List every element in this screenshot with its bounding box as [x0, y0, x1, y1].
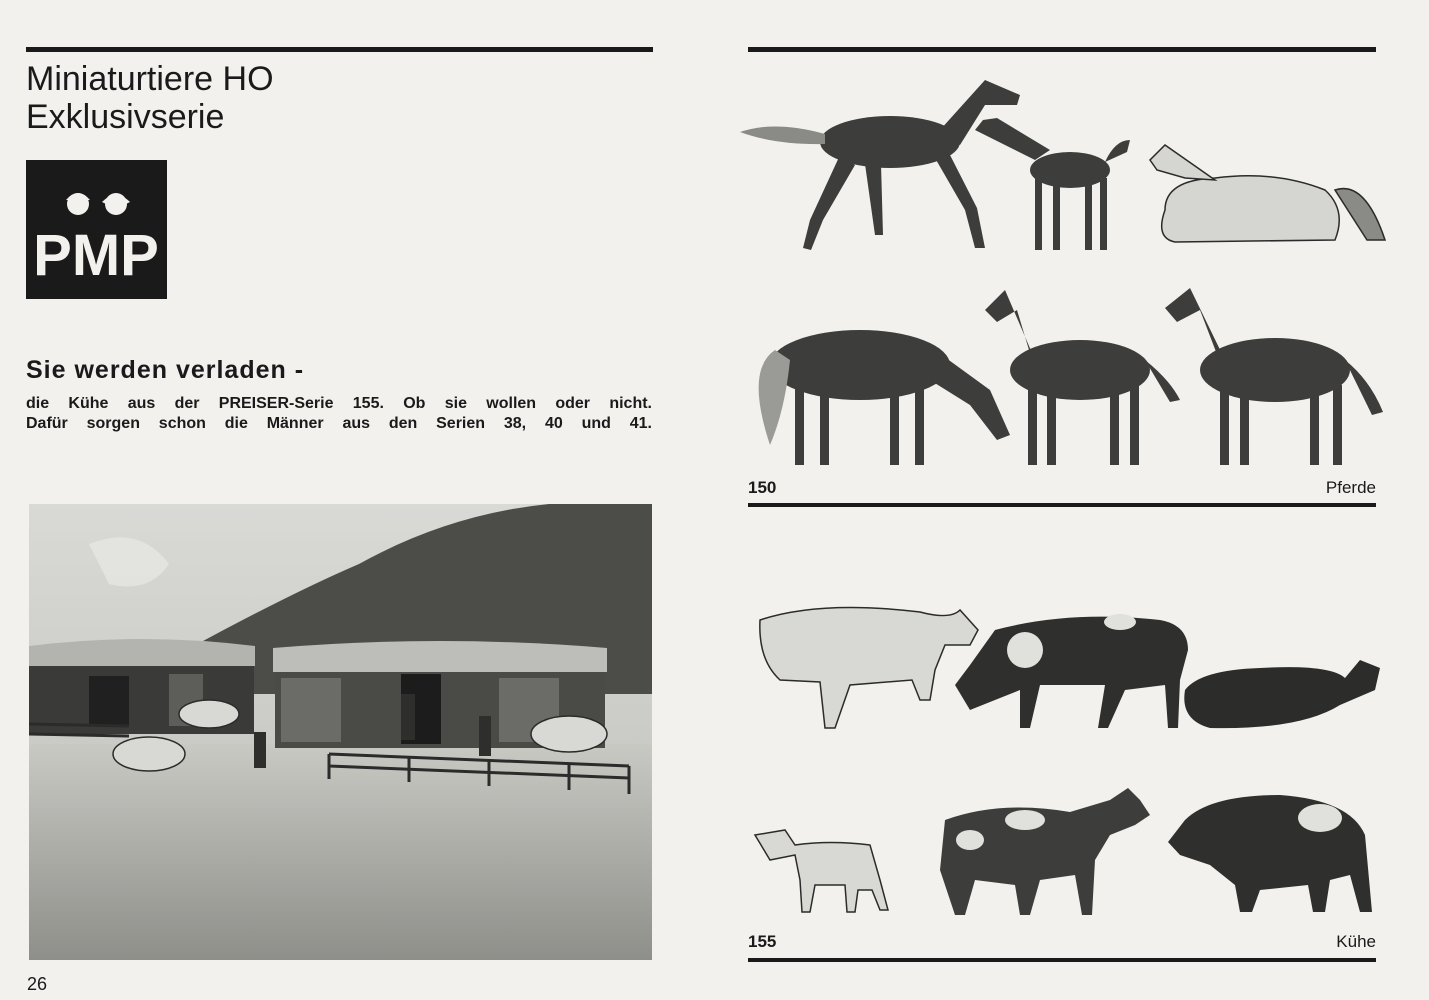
series-155-number: 155 [748, 932, 777, 951]
body-line-1: die Kühe aus der PREISER-Serie 155. Ob sie wollen oder nicht. [26, 395, 652, 412]
title-line-2: Exklusivserie [26, 98, 225, 136]
horse-standing-figure [1165, 288, 1383, 465]
top-rule-left [26, 47, 653, 52]
horse-lying-figure [1150, 145, 1385, 242]
series-155-name: Kühe [1336, 932, 1376, 951]
horse-figures [735, 60, 1390, 470]
cow-walking-figure [760, 608, 978, 729]
pmp-logo-graphic [26, 160, 167, 299]
series-150-number: 150 [748, 478, 777, 497]
pmp-logo [26, 160, 167, 299]
body-line-2: Dafür sorgen schon die Männer aus den Serien 38, 40 und 41. [26, 415, 652, 432]
horse-standing-figure [985, 290, 1180, 465]
calf-figure [755, 830, 888, 912]
series-150-name: Pferde [1325, 478, 1376, 497]
series-155-rule [748, 958, 1376, 962]
cow-grazing-figure [955, 614, 1188, 728]
horse-trotting-figure [740, 80, 1020, 250]
cow-lowing-figure [940, 788, 1150, 915]
foal-figure [975, 118, 1130, 250]
page-title [26, 60, 274, 136]
series-150-rule [748, 503, 1376, 507]
page-number: 26 [27, 974, 48, 994]
loading-scene-photo [29, 504, 652, 960]
body-text [26, 394, 652, 434]
cow-figures [740, 590, 1385, 920]
bull-figure [1168, 795, 1372, 912]
top-rule-right [748, 47, 1376, 52]
horse-grazing-figure [759, 330, 1010, 465]
cow-lying-figure [1184, 660, 1380, 728]
title-line-1: Miniaturtiere HO [26, 60, 274, 98]
logo-text: PMP [33, 223, 159, 288]
headline: Sie werden verladen - [26, 356, 305, 384]
